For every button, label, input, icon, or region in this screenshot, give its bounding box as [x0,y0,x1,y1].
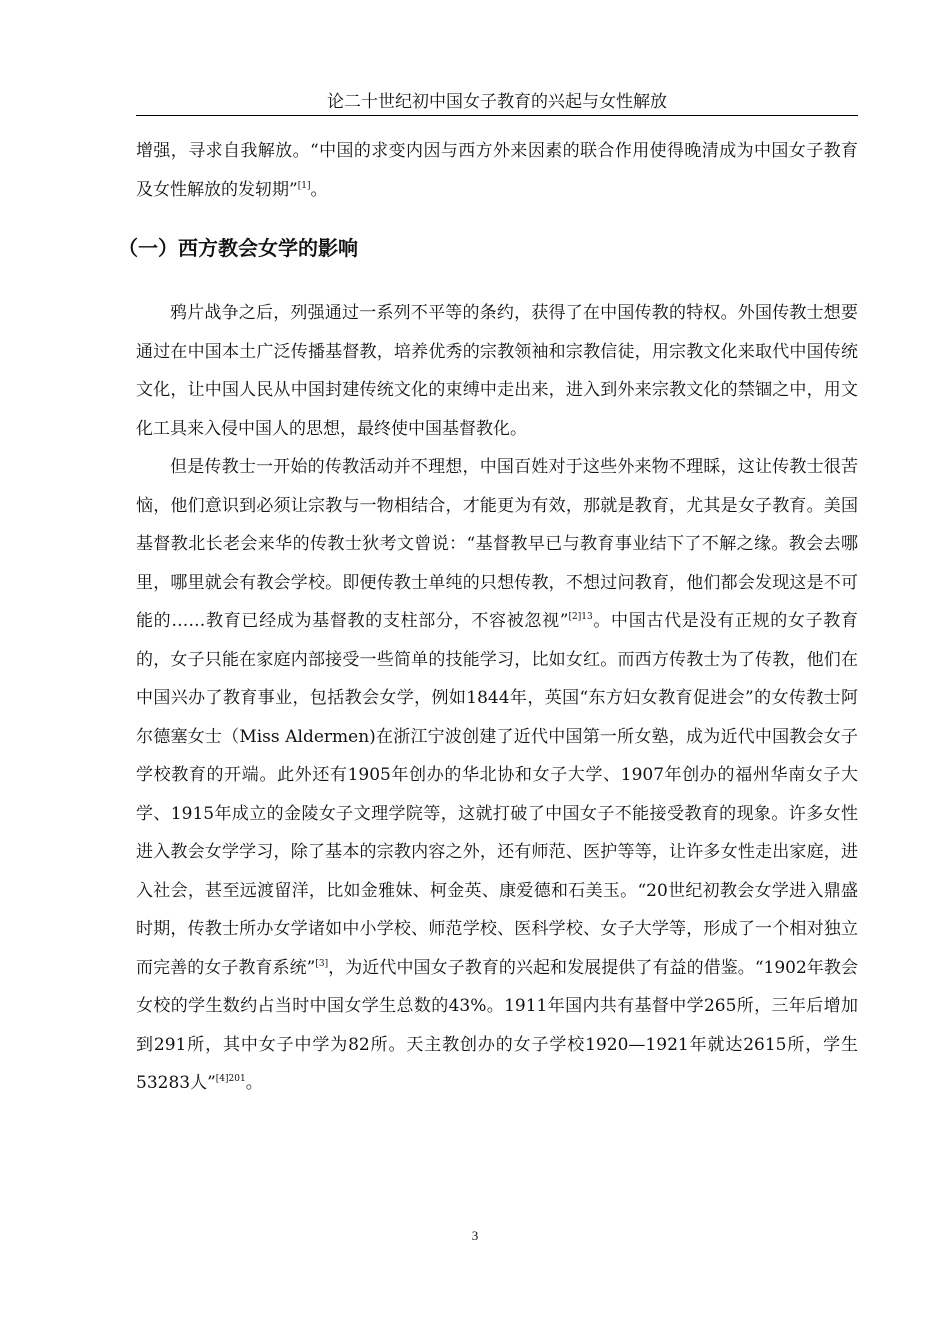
citation-2: [2]13 [568,612,593,622]
citation-3: [3] [315,958,329,969]
intro-text [136,132,858,209]
paragraph-1: 鸦片战争之后，列强通过一系列不平等的条约，获得了在中国传教的特权。外国传教士想要通过在中国本土广泛传播基督教，培养优秀的宗教领袖和宗教信徒，用宗教文化来取代中国传统文化，让中国人民从中国封建传统文化的束缚中走出来，进入到外来宗教文化的禁锢之中，用文化工具来入侵中国人的思想，最终使中国基督教化。 [136,303,858,439]
citation-1: [1] [297,180,311,191]
page-number: 3 [471,1228,479,1243]
section-heading: （一）西方教会女学的影响 [118,236,358,260]
paragraph-2-part-4: 。 [245,1073,263,1093]
intro-paragraph [136,132,858,209]
paragraph-2-part-2: 。中国古代是没有正规的女子教育的，女子只能在家庭内部接受一些简单的技能学习，比如女红。而西方传教士为了传教，他们在中国兴办了教育事业，包括教会女学，例如1844年，英国“东方妇女教育促进会”的女传教士阿尔德塞女士（Miss Aldermen)在浙江宁波创建了近代中国第一所女塾，成为近代中国教会女子学校教育的开端。此外还有1905年创办的华北协和女子大学、1907年创办的福州华南女子大学、1915年成立的金陵女子文理学院等，这就打破了中国女子不能接受教育的现象。许多女性进入教会女学学习，除了基本的宗教内容之外，还有师范、医护等等，让许多女性走出家庭，进入社会，甚至远渡留洋，比如金雅妹、柯金英、康爱德和石美玉。“20世纪初教会女学进入鼎盛时期，传教士所办女学诸如中小学校、师范学校、医科学校、女子大学等，形成了一个相对独立而完善的女子教育系统” [136,611,858,978]
paragraph-2-part-3: ，为近代中国女子教育的兴起和发展提供了有益的借鉴。“1902年教会女校的学生数约占当时中国女学生总数的43%。1911年国内共有基督中学265所，三年后增加到291所，其中女子中学为82所。天主教创办的女子学校1920—1921年就达2615所，学生53283人” [136,957,858,1093]
main-text [136,294,858,1103]
paragraph-2 [136,448,858,1103]
intro-body: 增强，寻求自我解放。“中国的求变内因与西方外来因素的联合作用使得晚清成为中国女子教育及女性解放的发轫期” [136,141,858,200]
citation-4: [4]201 [215,1074,246,1084]
paragraph-2-part-1: 但是传教士一开始的传教活动并不理想，中国百姓对于这些外来物不理睬，这让传教士很苦恼，他们意识到必须让宗教与一物相结合，才能更为有效，那就是教育，尤其是女子教育。美国基督教北长老会来华的传教士狄考文曾说：“基督教早已与教育事业结下了不解之缘。教会去哪里，哪里就会有教会学校。即便传教士单纯的只想传教，不想过问教育，他们都会发现这是不可能的……教育已经成为基督教的支柱部分，不容被忽视” [136,457,858,631]
intro-tail: 。 [310,179,328,200]
running-header: 论二十世纪初中国女子教育的兴起与女性解放 [136,90,858,116]
